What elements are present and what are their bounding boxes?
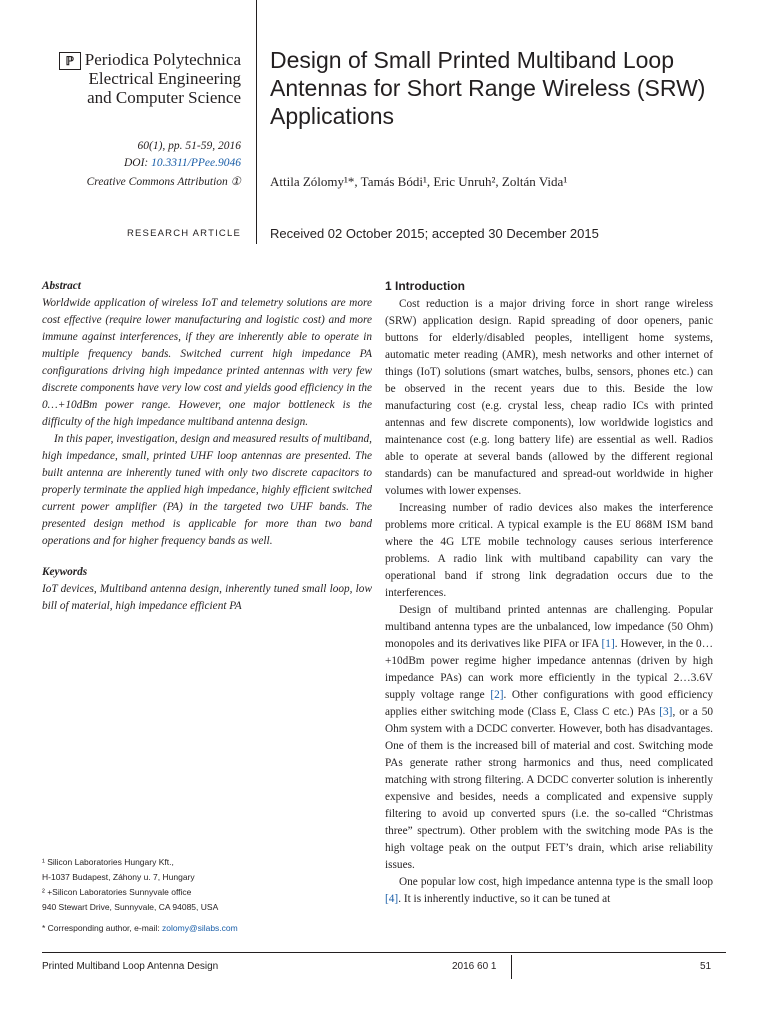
footnote-line: ² +Silicon Laboratories Sunnyvale office: [42, 887, 192, 897]
citation-link[interactable]: [3]: [659, 706, 673, 718]
license-text: Creative Commons Attribution ①: [86, 176, 241, 188]
footnote-label: * Corresponding author, e-mail:: [42, 923, 163, 933]
introduction-section: [385, 278, 713, 908]
running-title: Printed Multiband Loop Antenna Design: [42, 961, 219, 972]
citation-link[interactable]: [1]: [601, 638, 615, 650]
journal-name-line: Periodica Polytechnica: [84, 50, 241, 69]
footer-rule: [42, 952, 726, 953]
abstract-heading: Abstract: [42, 280, 81, 292]
doi-line: [124, 155, 241, 171]
text-span: . It is inherently inductive, so it can be tuned at: [398, 893, 611, 905]
abstract-paragraph: In this paper, investigation, design and measured results of multiband, high impedance, small, printed UHF loop antennas are presented. The built antenna are inherently tuned with only two discrete capacitors to properly terminate the applied high impedance, highly efficient switched current power amplifier (PA) in the targeted two UHF bands. The presented design method is applicable for more than two band operations and for higher frequency bands as well.: [42, 433, 372, 547]
footnote-line: H-1037 Budapest, Záhony u. 7, Hungary: [42, 872, 195, 882]
corresponding-email-link[interactable]: zolomy@silabs.com: [162, 923, 238, 933]
doi-label: DOI:: [123, 157, 152, 169]
footnote-line: 940 Stewart Drive, Sunnyvale, CA 94085, USA: [42, 902, 219, 912]
page-number: 51: [700, 961, 712, 972]
footer-divider: [511, 955, 512, 979]
issue-info: 2016 60 1: [452, 961, 497, 972]
journal-logo-icon: ℙ: [59, 52, 81, 70]
volume-info: 60(1), pp. 51-59, 2016: [137, 140, 241, 152]
journal-name-line: and Computer Science: [87, 88, 241, 107]
section-heading: 1 Introduction: [385, 279, 465, 293]
text-span: One popular low cost, high impedance antenna type is the small loop: [399, 876, 713, 888]
intro-paragraph: Cost reduction is a major driving force in short range wireless (SRW) application design. Rapid spreading of door openers, panic buttons for elderly/disabled peoples, intelligent home systems, automatic meter reading (AMR), mesh networks and other internet of things (IoT) solutions (smart watches, bulbs, sensors, phones etc.) can be observed in the recent years due to this. Beside the low manufacturing cost (e.g. crystal less, cheap radio ICs with printed antennas and few discrete components), low worldwide logistics and maintenance cost (e.g. long battery life) are essential as well. Radios able to operate at several bands (allowed by the different regional standards) can be manufactured and spread-out worldwide in higher volumes with lower expenses.: [385, 298, 713, 497]
keywords-text: IoT devices, Multiband antenna design, inherently tuned small loop, low bill of material, high impedance efficient PA: [42, 583, 372, 612]
text-span: Design of multiband printed antennas are challenging. Popular multiband antenna types are the unbalanced, low impedance (50 Ohm) monopoles and its derivatives like PIFA or IFA: [385, 604, 713, 650]
doi-link[interactable]: 10.3311/PPee.9046: [151, 157, 241, 169]
keywords-heading: Keywords: [42, 566, 88, 578]
received-dates: Received 02 October 2015; accepted 30 December 2015: [270, 226, 599, 241]
citation-link[interactable]: [4]: [385, 893, 399, 905]
text-span: , or a 50 Ohm system with a DCDC converter. However, both has disadvantages. One of them is the increased bill of material and cost. Switching mode PAs generate rather strong harmonics and thus, need complicated matching with strong filtering. A DCDC converter solution is inherently expensive and besides, needs a complicated and expensive supply filtering to avoid up converted spurs (i.e. the so-called “Christmas three” spectrum). Other problem with the switching mode PAs is the high voltage peak on the output FET’s drain, which arise reliability issues.: [385, 706, 713, 871]
text-span: . Other configurations with good efficiency applies either switching mode (Class E, Class C etc.) PAs: [385, 689, 713, 718]
journal-name: [85, 50, 241, 107]
abstract-section: [42, 278, 372, 615]
journal-masthead: [59, 50, 241, 107]
footnotes: [42, 855, 372, 936]
paper-title: Design of Small Printed Multiband Loop Antennas for Short Range Wireless (SRW) Applications: [270, 47, 706, 129]
author-list: Attila Zólomy¹*, Tamás Bódi¹, Eric Unruh², Zoltán Vida¹: [270, 174, 568, 189]
intro-paragraph: [385, 874, 713, 908]
journal-name-line: Electrical Engineering: [88, 69, 241, 88]
intro-paragraph: Increasing number of radio devices also makes the interference problems more critical. A typical example is the EU 868M ISM band where the 4G LTE mobile technology causes serious interference problems. A radio link with multiband capability can vary the operational band if strong link degradation occurs due to the interferences.: [385, 502, 713, 599]
header-divider: [256, 0, 257, 244]
intro-paragraph: [385, 602, 713, 874]
footnote-line: ¹ Silicon Laboratories Hungary Kft.,: [42, 857, 174, 867]
footnote-line: [42, 921, 372, 936]
article-type-label: RESEARCH ARTICLE: [126, 228, 241, 239]
text-span: . However, in the 0…+10dBm power regime higher impedance antennas (driven by high impedance PAs) can work more efficiently in the typical 2…3.6V supply voltage range: [385, 638, 713, 701]
abstract-paragraph: Worldwide application of wireless IoT and telemetry solutions are more cost effective (require lower manufacturing and logistic cost) and more immune against interferences, if they are inherently able to operate in multiple frequency bands. Switched current high impedance PA configurations driving high impedance printed antennas with very few discrete components have very low cost and yields good efficiency in the 0…+10dBm power range. However, one major bottleneck is the difficulty of the high impedance multiband antenna design.: [42, 297, 372, 428]
citation-link[interactable]: [2]: [490, 689, 504, 701]
